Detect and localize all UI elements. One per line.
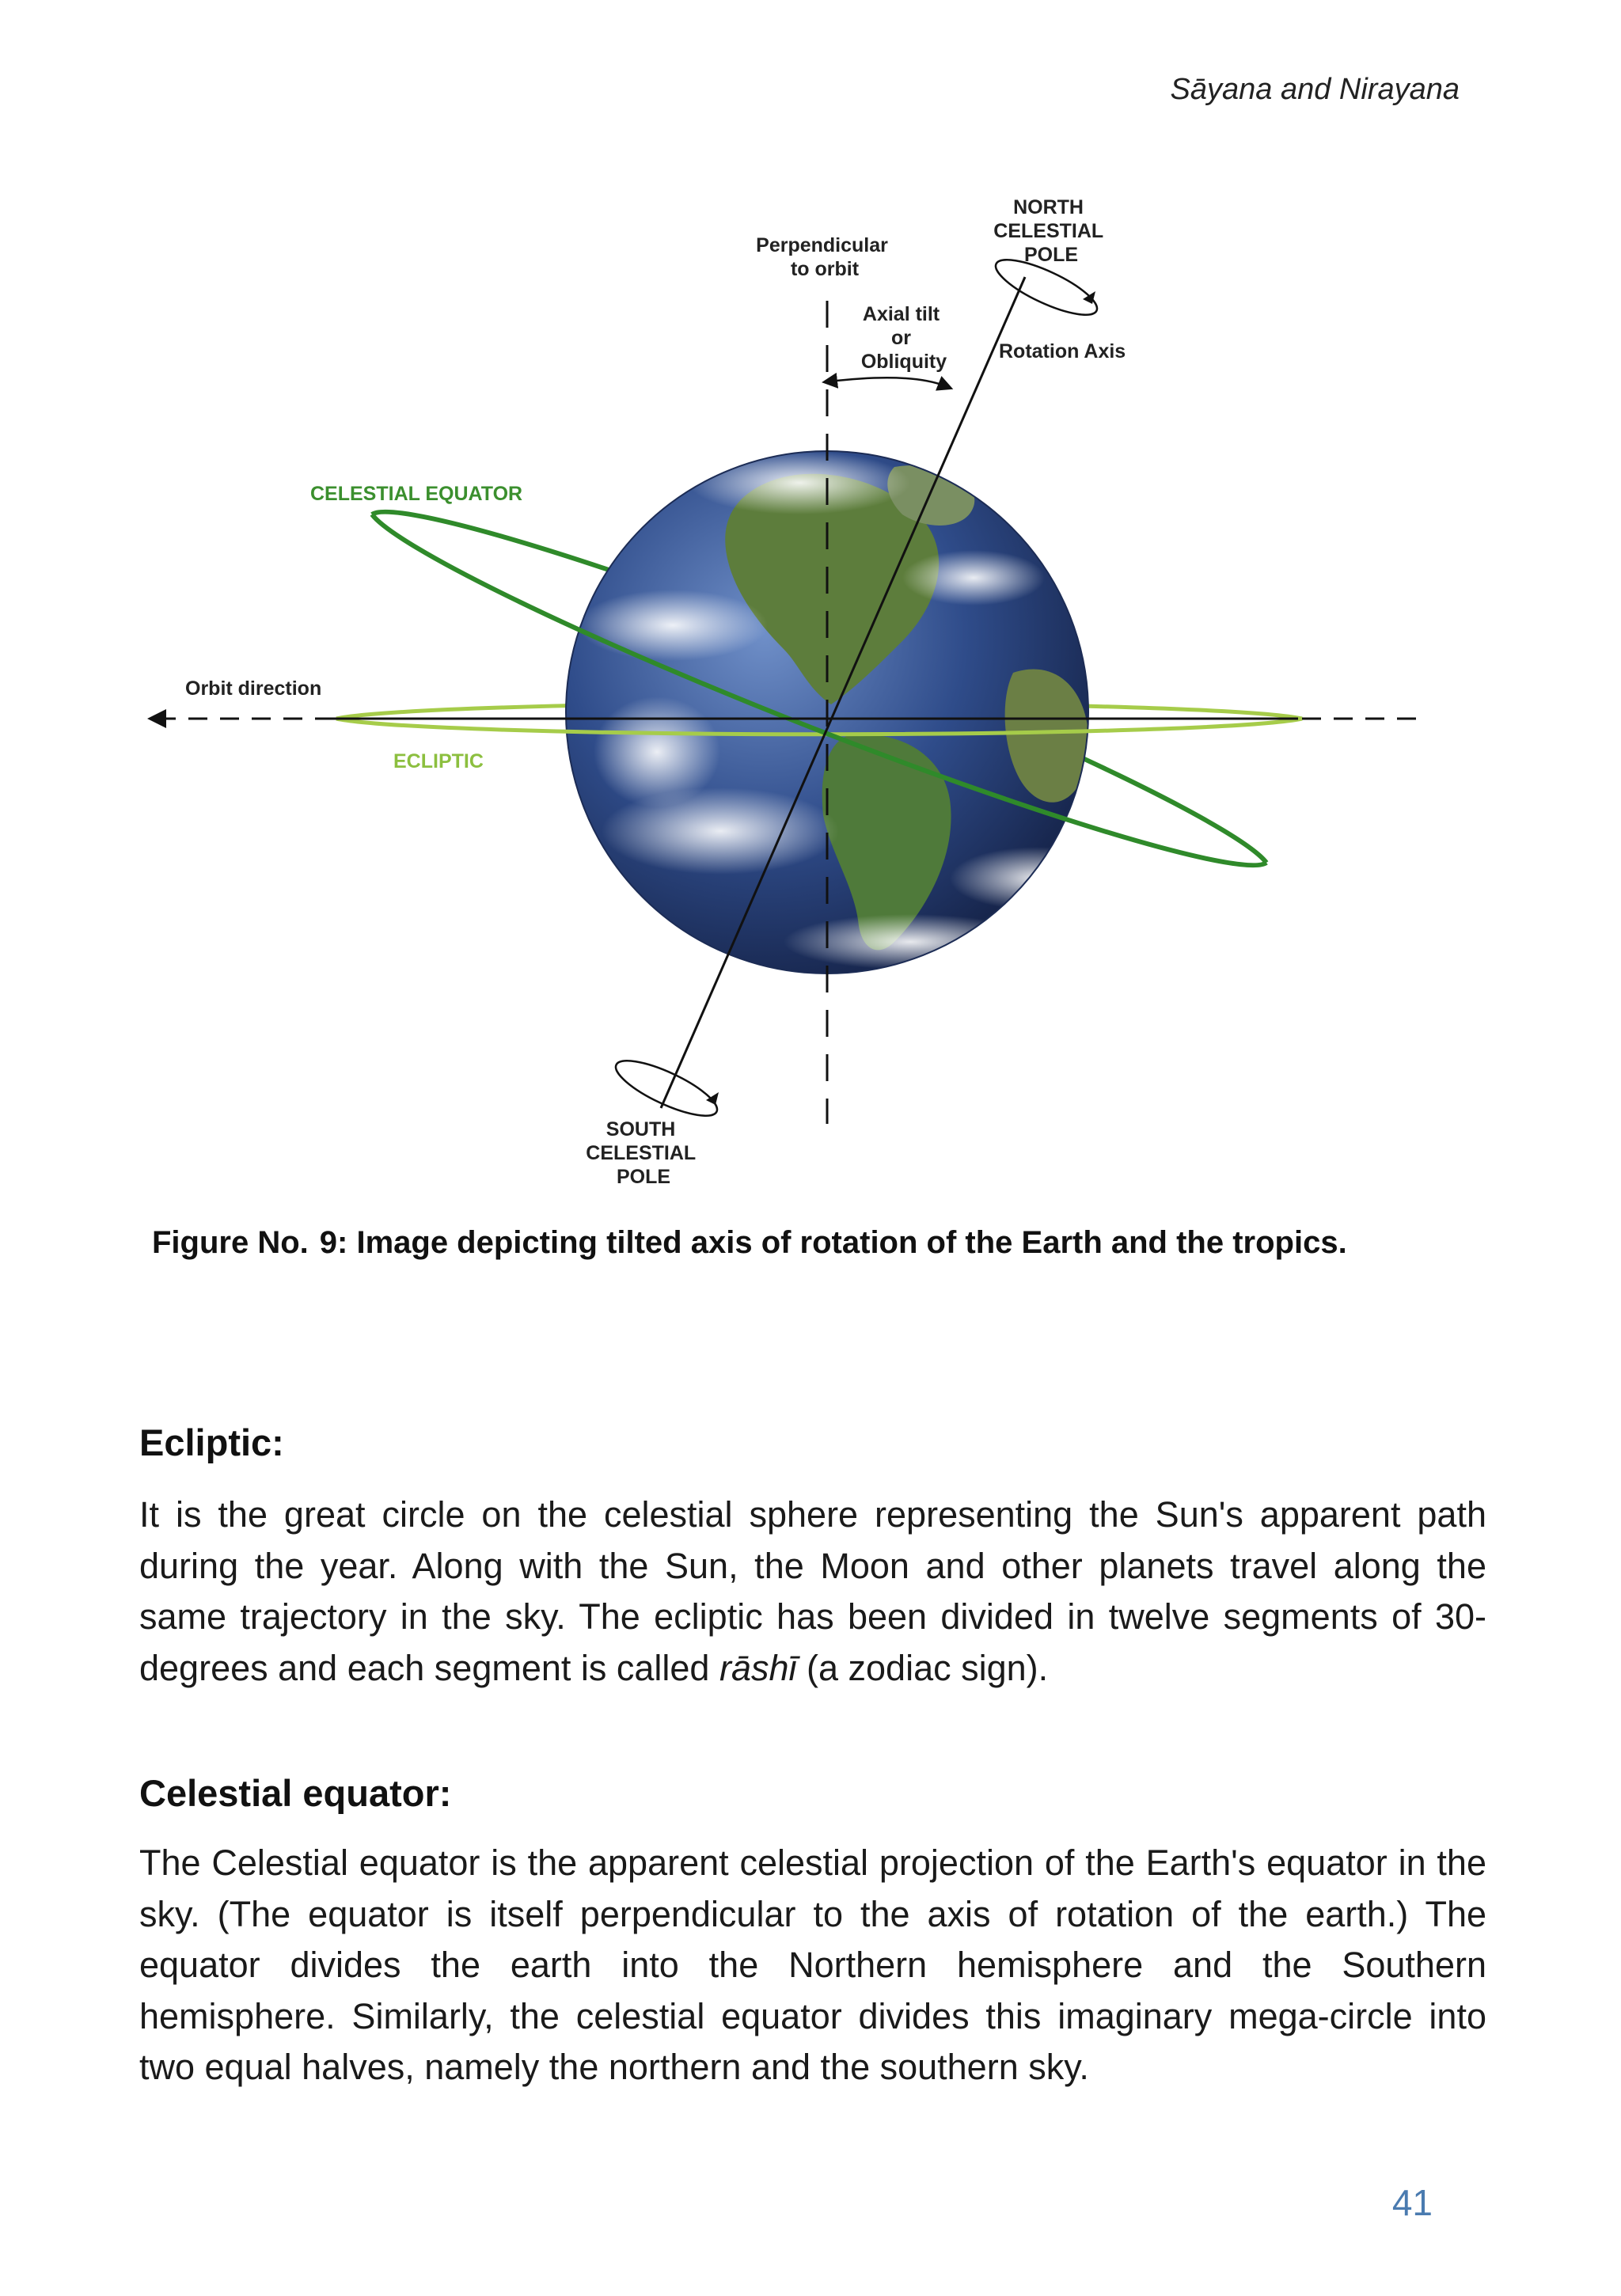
rotation-axis-label: Rotation Axis: [999, 340, 1126, 362]
heading-celestial-equator: Celestial equator:: [139, 1772, 452, 1814]
caption-prefix: Figure No.: [152, 1225, 309, 1260]
running-header: Sāyana and Nirayana: [1170, 73, 1460, 106]
earth-axial-tilt-diagram: [119, 182, 1433, 1211]
axial-tilt-label: Axial tilt or Obliquity: [860, 303, 947, 373]
celestial-equator-label: CELESTIAL EQUATOR: [310, 483, 523, 505]
paragraph-celestial-equator: The Celestial equator is the apparent celestial projection of the Earth's equator in the sky. (The equator is itself perpendicular to the axis of rotation of the earth.) The equator divides the earth into the Northern hemisphere and the Southern hemisphere. Similarly, the celestial equator divides this imaginary mega-circle into two equal halves, namely the northern and the southern sky.: [139, 1842, 1486, 2087]
ecliptic-label: ECLIPTIC: [393, 750, 484, 772]
rashi-term: rāshī: [719, 1647, 797, 1688]
perpendicular-label: Perpendicular to orbit: [756, 234, 888, 280]
north-pole-label: NORTH CELESTIAL POLE: [993, 196, 1103, 266]
page-number: 41: [1391, 2182, 1433, 2223]
south-pole-label: SOUTH CELESTIAL POLE: [586, 1118, 696, 1188]
caption-text: 9: Image depicting tilted axis of rotation of the Earth and the tropics.: [319, 1225, 1347, 1260]
heading-ecliptic: Ecliptic:: [139, 1421, 284, 1463]
orbit-direction-label: Orbit direction: [185, 677, 322, 700]
figure-caption: [152, 1225, 1498, 1261]
south-rotation-ellipse: [609, 1050, 723, 1125]
paragraph-ecliptic: It is the great circle on the celestial sphere representing the Sun's apparent path during the year. Along with the Sun, the Moon and other planets travel along the same trajectory in the sky. The ecliptic has been divided in twelve segments of 30-degrees and each segment is called rāshī (a zodiac sign).: [139, 1494, 1486, 1688]
axial-tilt-arc: [829, 378, 946, 386]
earth-globe: [566, 451, 1124, 973]
earth-axial-tilt-figure: [119, 182, 1433, 1211]
